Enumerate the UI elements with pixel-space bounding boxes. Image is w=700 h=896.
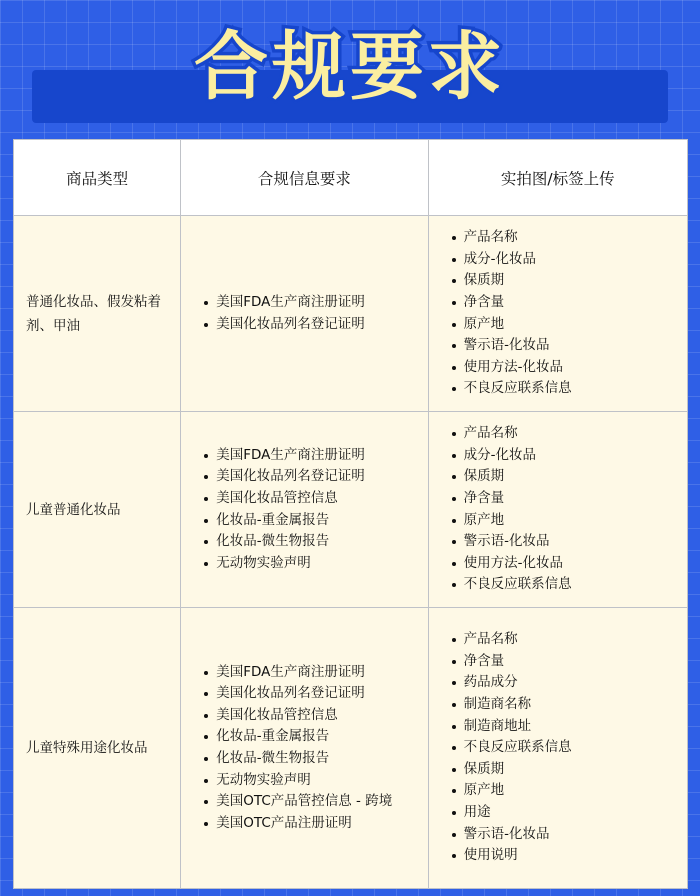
compliance-table xyxy=(13,139,688,889)
label-item: 成分-化妆品 xyxy=(464,249,686,271)
label-list xyxy=(430,629,686,867)
table-header-row xyxy=(14,140,688,216)
compliance-list xyxy=(182,292,426,335)
label-item: 净含量 xyxy=(464,292,686,314)
compliance-item: 化妆品-微生物报告 xyxy=(216,531,426,553)
label-item: 使用方法-化妆品 xyxy=(464,357,686,379)
label-upload-cell xyxy=(428,608,687,889)
compliance-cell xyxy=(181,216,428,412)
label-item: 制造商地址 xyxy=(464,716,686,738)
compliance-item: 美国化妆品管控信息 xyxy=(216,705,426,727)
compliance-item: 美国FDA生产商注册证明 xyxy=(216,662,426,684)
header-photo-label-upload: 实拍图/标签上传 xyxy=(428,140,687,216)
compliance-item: 美国FDA生产商注册证明 xyxy=(216,445,426,467)
label-item: 原产地 xyxy=(464,780,686,802)
label-item: 原产地 xyxy=(464,510,686,532)
header-compliance-info: 合规信息要求 xyxy=(181,140,428,216)
label-item: 产品名称 xyxy=(464,423,686,445)
compliance-item: 化妆品-微生物报告 xyxy=(216,748,426,770)
table-row xyxy=(14,412,688,608)
label-list xyxy=(430,423,686,596)
compliance-item: 美国化妆品管控信息 xyxy=(216,488,426,510)
compliance-item: 无动物实验声明 xyxy=(216,770,426,792)
label-item: 使用方法-化妆品 xyxy=(464,553,686,575)
label-item: 警示语-化妆品 xyxy=(464,531,686,553)
label-item: 净含量 xyxy=(464,488,686,510)
compliance-item: 化妆品-重金属报告 xyxy=(216,510,426,532)
label-item: 保质期 xyxy=(464,270,686,292)
product-type-cell: 儿童普通化妆品 xyxy=(14,412,181,608)
label-item: 原产地 xyxy=(464,314,686,336)
label-item: 产品名称 xyxy=(464,629,686,651)
compliance-item: 美国化妆品列名登记证明 xyxy=(216,466,426,488)
compliance-cell xyxy=(181,412,428,608)
compliance-item: 美国化妆品列名登记证明 xyxy=(216,314,426,336)
label-item: 产品名称 xyxy=(464,227,686,249)
compliance-item: 美国化妆品列名登记证明 xyxy=(216,683,426,705)
label-item: 警示语-化妆品 xyxy=(464,824,686,846)
compliance-item: 化妆品-重金属报告 xyxy=(216,726,426,748)
label-item: 用途 xyxy=(464,802,686,824)
header-product-type: 商品类型 xyxy=(14,140,181,216)
label-list xyxy=(430,227,686,400)
label-item: 使用说明 xyxy=(464,845,686,867)
compliance-list xyxy=(182,445,426,575)
compliance-cell xyxy=(181,608,428,889)
label-item: 保质期 xyxy=(464,466,686,488)
compliance-item: 无动物实验声明 xyxy=(216,553,426,575)
compliance-list xyxy=(182,662,426,835)
label-item: 不良反应联系信息 xyxy=(464,378,686,400)
table-row xyxy=(14,216,688,412)
label-item: 保质期 xyxy=(464,759,686,781)
label-item: 警示语-化妆品 xyxy=(464,335,686,357)
label-item: 成分-化妆品 xyxy=(464,445,686,467)
label-upload-cell xyxy=(428,412,687,608)
label-item: 制造商名称 xyxy=(464,694,686,716)
label-item: 药品成分 xyxy=(464,672,686,694)
compliance-item: 美国OTC产品管控信息 - 跨境 xyxy=(216,791,426,813)
label-item: 净含量 xyxy=(464,651,686,673)
table-row xyxy=(14,608,688,889)
label-upload-cell xyxy=(428,216,687,412)
product-type-cell: 普通化妆品、假发粘着剂、甲油 xyxy=(14,216,181,412)
page-title: 合规要求 xyxy=(194,24,506,110)
label-item: 不良反应联系信息 xyxy=(464,574,686,596)
product-type-cell: 儿童特殊用途化妆品 xyxy=(14,608,181,889)
compliance-item: 美国OTC产品注册证明 xyxy=(216,813,426,835)
label-item: 不良反应联系信息 xyxy=(464,737,686,759)
compliance-item: 美国FDA生产商注册证明 xyxy=(216,292,426,314)
